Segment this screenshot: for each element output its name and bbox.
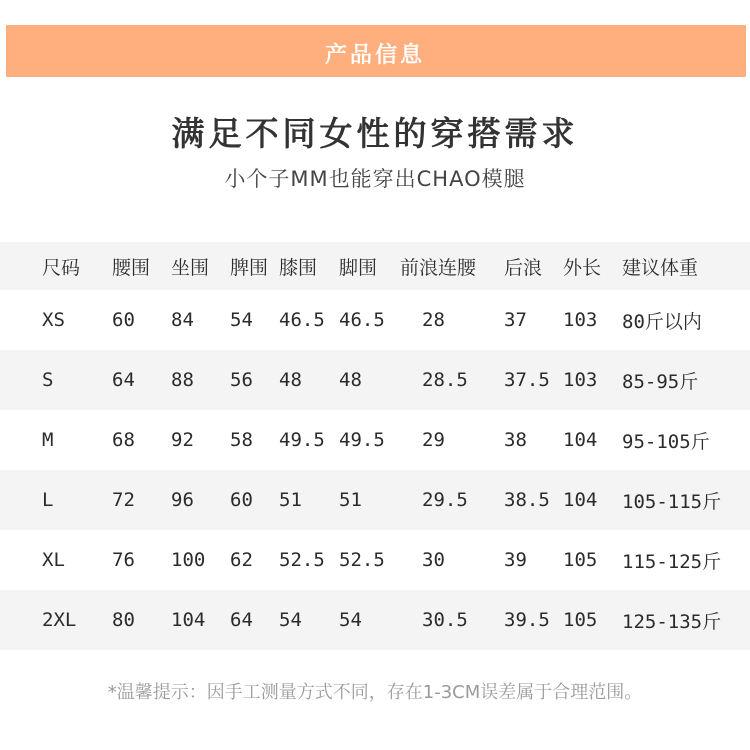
table-cell: 103 <box>563 309 598 331</box>
table-cell: 28.5 <box>422 369 468 391</box>
table-cell: 64 <box>112 369 135 391</box>
table-row <box>0 410 750 470</box>
table-cell: 46.5 <box>339 309 385 331</box>
table-cell: 38.5 <box>504 489 550 511</box>
section-title: 产品信息 <box>324 42 425 68</box>
header-length: 外长 <box>563 256 602 279</box>
table-cell: 54 <box>230 309 253 331</box>
table-cell: S <box>42 369 54 391</box>
table-cell: 60 <box>112 309 135 331</box>
table-cell: 104 <box>171 609 206 631</box>
table-cell: 58 <box>230 429 253 451</box>
table-cell: 51 <box>339 489 362 511</box>
table-row <box>0 530 750 590</box>
table-cell: 49.5 <box>279 429 325 451</box>
table-cell: 103 <box>563 369 598 391</box>
size-table <box>0 242 750 650</box>
table-cell: 54 <box>339 609 362 631</box>
measurement-note: *温馨提示：因手工测量方式不同，存在1-3CM误差属于合理范围。 <box>107 682 643 703</box>
header-waist: 腰围 <box>112 256 151 279</box>
table-cell: 80斤以内 <box>622 310 702 333</box>
table-cell: 48 <box>339 369 362 391</box>
table-cell: 46.5 <box>279 309 325 331</box>
table-cell: 30.5 <box>422 609 468 631</box>
table-cell: 76 <box>112 549 135 571</box>
subheadline: 小个子MM也能穿出CHAO模腿 <box>224 167 526 191</box>
table-cell: 56 <box>230 369 253 391</box>
table-cell: 95-105斤 <box>622 430 710 453</box>
table-header-row <box>0 242 750 290</box>
table-cell: 2XL <box>42 609 77 631</box>
table-cell: 84 <box>171 309 194 331</box>
table-cell: 96 <box>171 489 194 511</box>
table-row <box>0 470 750 530</box>
table-cell: 125-135斤 <box>622 610 722 633</box>
table-cell: 64 <box>230 609 253 631</box>
table-cell: 80 <box>112 609 135 631</box>
table-cell: 104 <box>563 429 598 451</box>
table-cell: 39 <box>504 549 527 571</box>
table-cell: 49.5 <box>339 429 385 451</box>
table-cell: 62 <box>230 549 253 571</box>
header-knee: 膝围 <box>279 256 318 279</box>
table-cell: 51 <box>279 489 302 511</box>
table-cell: 52.5 <box>279 549 325 571</box>
table-cell: 88 <box>171 369 194 391</box>
table-cell: 30 <box>422 549 445 571</box>
table-cell: 48 <box>279 369 302 391</box>
table-cell: L <box>42 489 54 511</box>
table-cell: M <box>42 429 54 451</box>
table-cell: 105-115斤 <box>622 490 722 513</box>
table-cell: 37 <box>504 309 527 331</box>
header-leg-opening: 脚围 <box>339 256 378 279</box>
table-cell: 115-125斤 <box>622 550 722 573</box>
table-row <box>0 590 750 650</box>
table-cell: 100 <box>171 549 206 571</box>
table-cell: 38 <box>504 429 527 451</box>
header-front-rise: 前浪连腰 <box>400 256 477 279</box>
table-cell: 72 <box>112 489 135 511</box>
table-cell: 28 <box>422 309 445 331</box>
table-cell: 85-95斤 <box>622 370 699 393</box>
table-cell: 52.5 <box>339 549 385 571</box>
table-cell: 104 <box>563 489 598 511</box>
table-cell: XS <box>42 309 65 331</box>
table-cell: 68 <box>112 429 135 451</box>
table-cell: 105 <box>563 609 598 631</box>
table-cell: 29 <box>422 429 445 451</box>
table-cell: 60 <box>230 489 253 511</box>
table-cell: 37.5 <box>504 369 550 391</box>
table-cell: 105 <box>563 549 598 571</box>
header-weight: 建议体重 <box>622 256 699 279</box>
header-back-rise: 后浪 <box>504 256 543 279</box>
table-row <box>0 350 750 410</box>
table-cell: 39.5 <box>504 609 550 631</box>
table-row <box>0 290 750 350</box>
table-cell: XL <box>42 549 65 571</box>
header-hip: 坐围 <box>171 256 210 279</box>
table-cell: 29.5 <box>422 489 468 511</box>
table-cell: 92 <box>171 429 194 451</box>
header-size: 尺码 <box>42 256 81 279</box>
table-cell: 54 <box>279 609 302 631</box>
headline: 满足不同女性的穿搭需求 <box>171 114 579 153</box>
header-thigh: 脾围 <box>230 256 269 279</box>
